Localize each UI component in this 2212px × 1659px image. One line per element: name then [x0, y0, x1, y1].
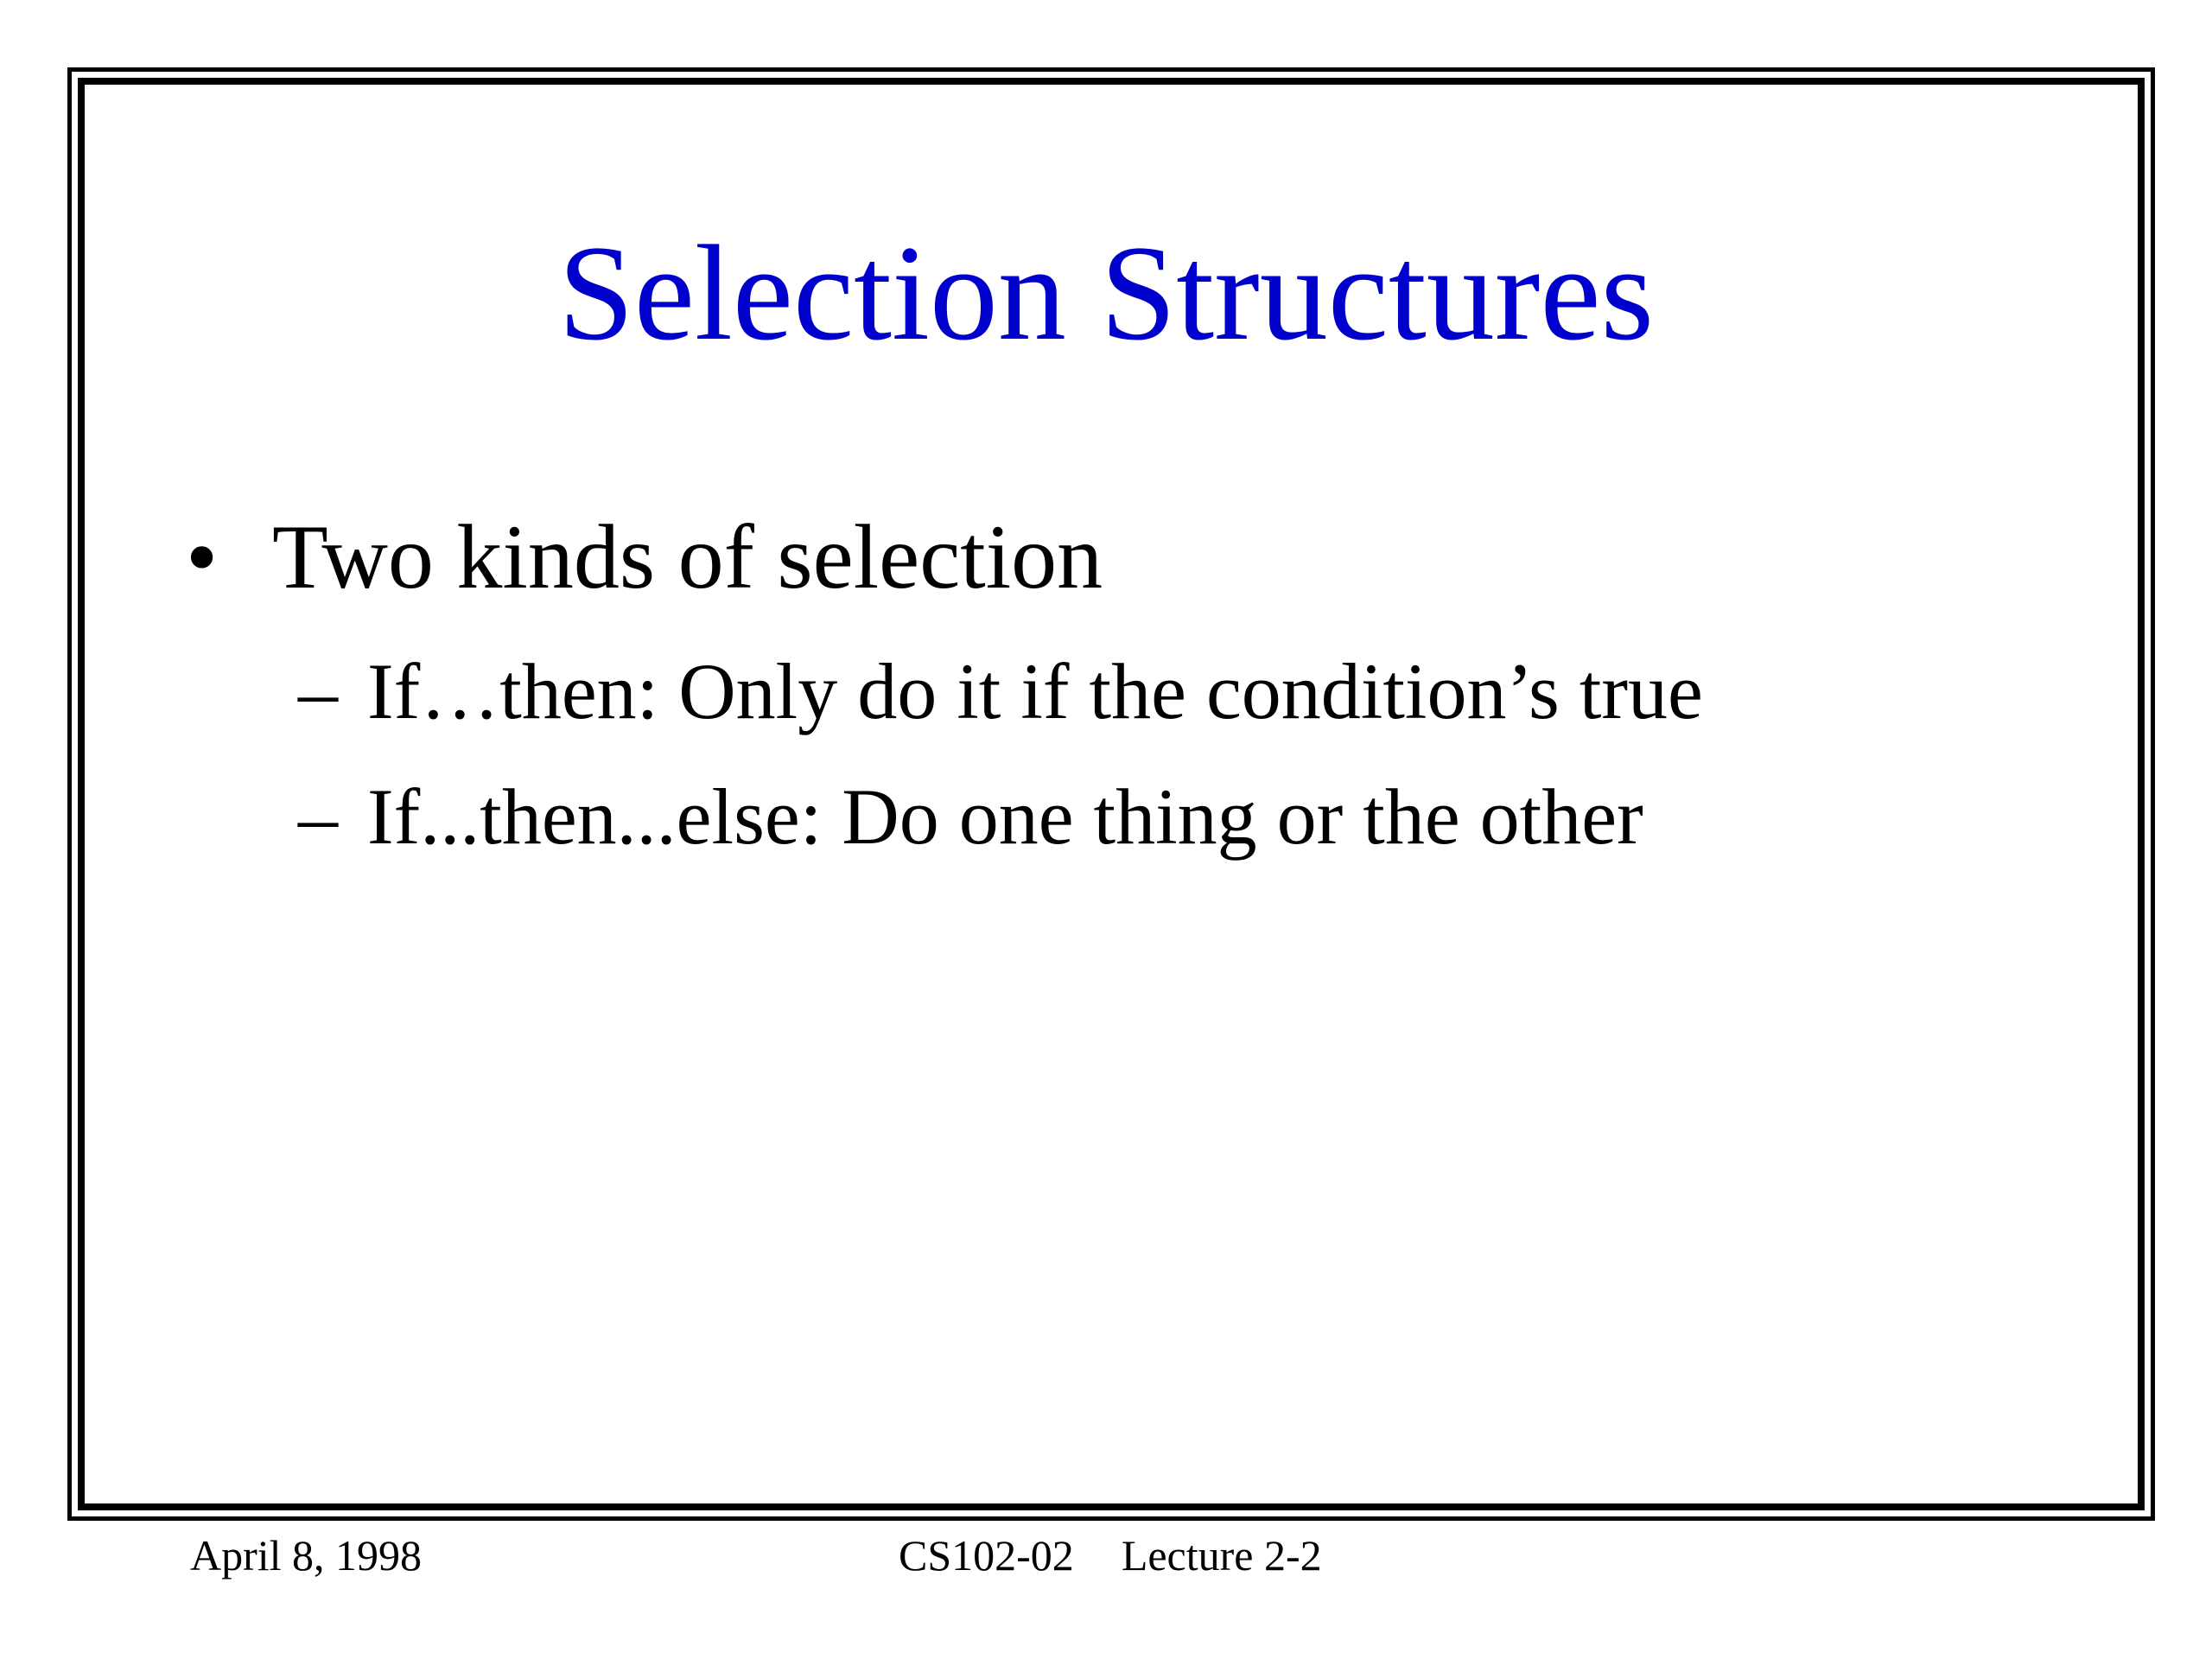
- slide-title: Selection Structures: [557, 218, 1655, 369]
- sub-bullet-marker: –: [298, 647, 338, 735]
- footer-lecture: Lecture 2-2: [1121, 1531, 1322, 1580]
- bullet-marker: •: [186, 506, 219, 607]
- sub-bullet-item: [298, 644, 1703, 739]
- footer-course-info: [899, 1529, 1322, 1581]
- sub-bullet-item: [298, 769, 1643, 864]
- sub-bullet-text: If...then...else: Do one thing or the other: [367, 772, 1643, 861]
- bullet-item: [186, 505, 1103, 609]
- footer-course: CS102-02: [899, 1531, 1074, 1580]
- footer-date: April 8, 1998: [190, 1531, 423, 1580]
- sub-bullet-marker: –: [298, 772, 338, 861]
- sub-bullet-text: If…then: Only do it if the condition’s true: [367, 647, 1703, 735]
- bullet-text: Two kinds of selection: [272, 506, 1103, 607]
